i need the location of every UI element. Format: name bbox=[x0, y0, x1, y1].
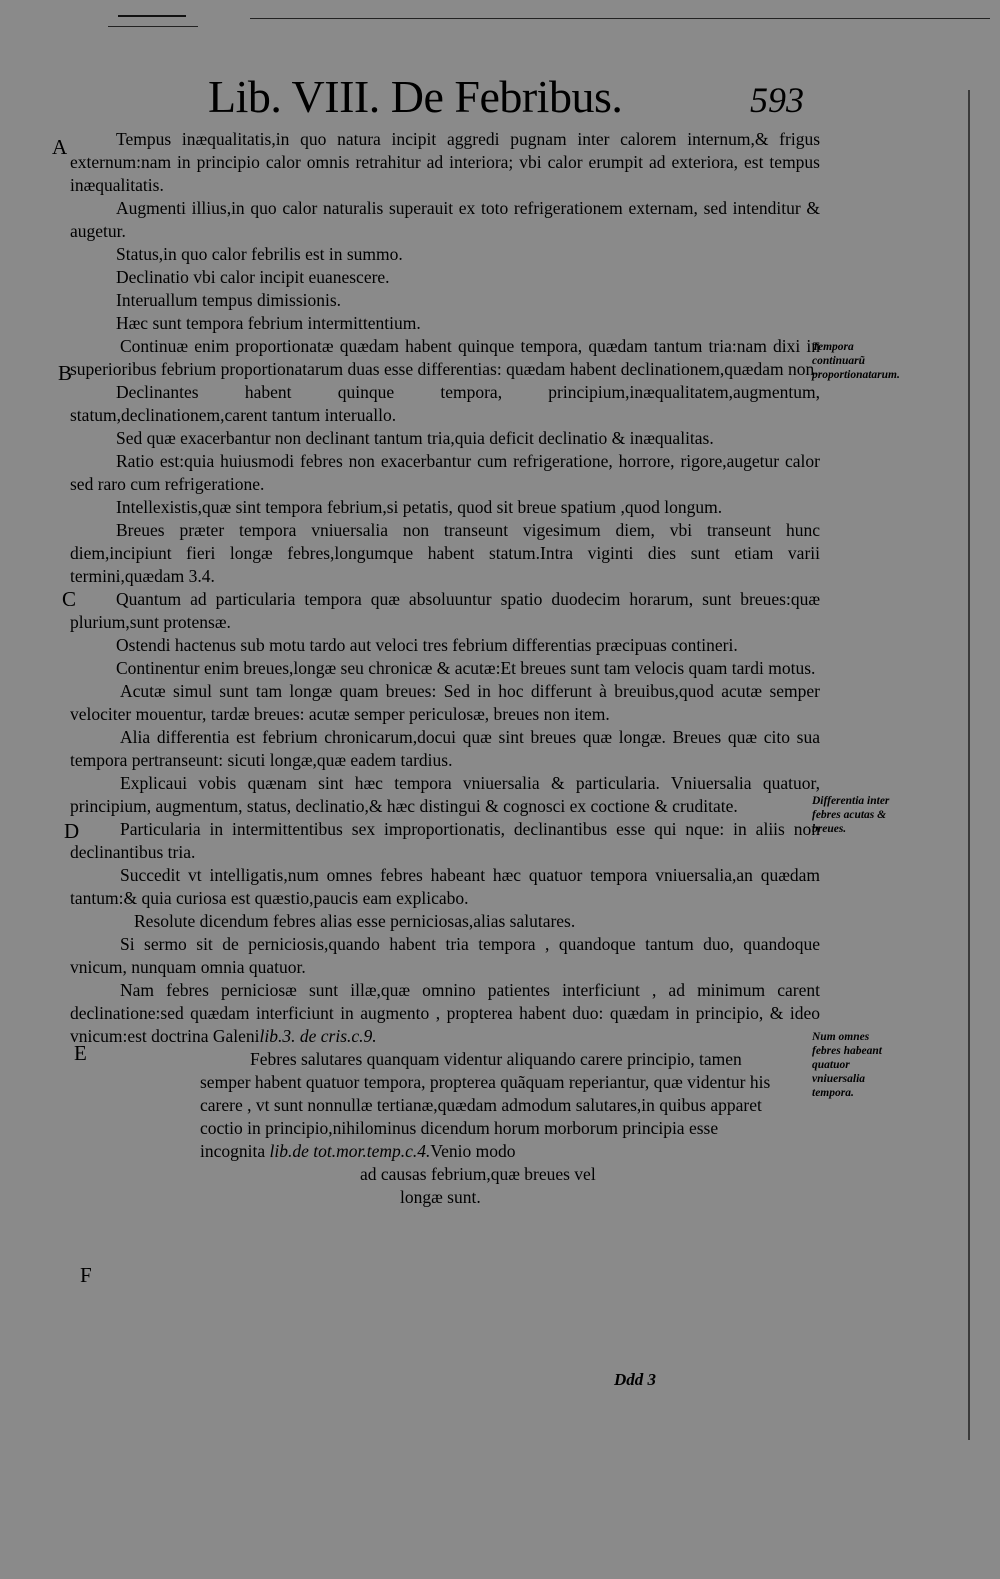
margin-note-tempora: Tempora continuarũ proportionatarum. bbox=[812, 341, 900, 381]
paragraph: Quantum ad particularia tempora quæ absoluuntur spatio duodecim horarum, sunt breues:quæ plurium,sunt protensæ. bbox=[70, 589, 820, 632]
section-letter-f: F bbox=[80, 1263, 92, 1287]
paragraph: Si sermo sit de perniciosis,quando habent tria tempora , quandoque tantum duo, quandoque vnicum, nunquam omnia quatuor. bbox=[70, 934, 820, 977]
main-text bbox=[70, 128, 820, 1209]
paragraph-text: Febres salutares quanquam videntur aliquando carere principio, tamen semper habent quatuor tempora, propterea quãquam reperiantur, quæ videntur his carere , vt sunt nonnullæ tertianæ,quædam admodum salutares,in quibus apparet coctio in principio,nihilominus dicendum horum morborum principia esse incognita bbox=[200, 1049, 771, 1161]
top-rule-lower bbox=[108, 26, 198, 27]
paragraph: Ratio est:quia huiusmodi febres non exacerbantur cum refrigeratione, horrore, rigore,augetur calor sed raro cum refrigeratione. bbox=[70, 451, 820, 494]
paragraph: Declinantes habent quinque tempora, principium,inæqualitatem,augmentum, statum,declinationem,carent tantum interuallo. bbox=[70, 382, 820, 425]
citation: lib.3. de cris.c.9. bbox=[259, 1026, 377, 1046]
paragraph-text: Nam febres perniciosæ sunt illæ,quæ omnino patientes interficiunt , ad minimum carent declinatione:sed quædam interficiunt in augmento , propterea habent duo: quædam in principio, & ideo vnicum:est doctrina Galeni bbox=[70, 980, 820, 1046]
paragraph: Continuæ enim proportionatæ quædam habent quinque tempora, quædam tantum tria:nam dixi in superioribus febrium proportionatarum duas esse differentias: quædam habent declinationem,quædam non. bbox=[70, 336, 820, 379]
signature-mark: Ddd 3 bbox=[614, 1370, 657, 1389]
paragraph: Explicaui vobis quænam sint hæc tempora vniuersalia & particularia. Vniuersalia quatuor, principium, augmentum, status, declinatio,& hæc distingui & cognosci ex coctione & cruditate. bbox=[70, 773, 820, 816]
paragraph: Continentur enim breues,longæ seu chronicæ & acutæ:Et breues sunt tam velocis quam tardi motus. bbox=[116, 658, 816, 678]
paragraph-text: Venio modo bbox=[430, 1141, 516, 1161]
paragraph: Breues præter tempora vniuersalia non transeunt vigesimum diem, vbi transeunt hunc diem,incipiunt fieri longæ febres,longumque habent statum.Intra viginti dies sunt etiam varii termini,quædam 3.4. bbox=[70, 520, 820, 586]
paragraph: Resolute dicendum febres alias esse perniciosas,alias salutares. bbox=[134, 911, 576, 931]
paragraph: Succedit vt intelligatis,num omnes febres habeant hæc quatuor tempora vniuersalia,an quædam tantum:& quia curiosa est quæstio,paucis eam explicabo. bbox=[70, 865, 820, 908]
paragraph: Interuallum tempus dimissionis. bbox=[116, 290, 342, 310]
section-letter-d: D bbox=[64, 819, 80, 843]
top-rule-left bbox=[118, 15, 186, 17]
section-letter-e: E bbox=[74, 1041, 87, 1065]
paragraph: Ostendi hactenus sub motu tardo aut veloci tres febrium differentias præcipuas contineri. bbox=[116, 635, 738, 655]
paragraph bbox=[70, 979, 820, 1048]
paragraph: Particularia in intermittentibus sex improportionatis, declinantibus esse qui nque: in aliis non declinantibus tria. bbox=[70, 819, 820, 862]
page-number: 593 bbox=[750, 80, 804, 120]
paragraph: ad causas febrium,quæ breues vel bbox=[360, 1164, 596, 1184]
paragraph: Intellexistis,quæ sint tempora febrium,si petatis, quod sit breue spatium ,quod longum. bbox=[116, 497, 723, 517]
paragraph: longæ sunt. bbox=[400, 1187, 481, 1207]
paragraph: Acutæ simul sunt tam longæ quam breues: Sed in hoc differunt à breuibus,quod acutæ semper velociter mouentur, tardæ breues: acutæ semper periculosæ, breues non item. bbox=[70, 681, 820, 724]
paragraph: Augmenti illius,in quo calor naturalis superauit ex toto refrigerationem externam, sed intenditur & augetur. bbox=[70, 198, 820, 241]
paragraph: Declinatio vbi calor incipit euanescere. bbox=[116, 267, 390, 287]
margin-note-differentia: Differentia inter febres acutas & breues. bbox=[812, 795, 890, 835]
paragraph: Sed quæ exacerbantur non declinant tantum tria,quia deficit declinatio & inæqualitas. bbox=[116, 428, 714, 448]
paragraph: Hæc sunt tempora febrium intermittentium. bbox=[116, 313, 421, 333]
paragraph: Tempus inæqualitatis,in quo natura incipit aggredi pugnam inter calorem internum,& frigus externum:nam in principio calor omnis retrahitur ad interiora; vbi calor erumpit ad exteriora, est tempus inæqualitatis. bbox=[70, 129, 820, 195]
margin-note-num-omnes: Num omnes febres habeant quatuor vniuersalia tempora. bbox=[812, 1031, 882, 1099]
top-rule-right bbox=[250, 18, 990, 19]
section-letter-b: B bbox=[58, 361, 73, 385]
paragraph bbox=[70, 1048, 820, 1163]
page-edge-line bbox=[968, 90, 970, 1440]
paragraph: Status,in quo calor febrilis est in summo. bbox=[116, 244, 403, 264]
citation: lib.de tot.mor.temp.c.4. bbox=[269, 1141, 431, 1161]
running-title: Lib. VIII. De Febribus. bbox=[208, 71, 623, 122]
page-header bbox=[0, 68, 1000, 124]
section-letter-c: C bbox=[62, 587, 77, 611]
paragraph: Alia differentia est febrium chronicarum,docui quæ sint breues quæ longæ. Breues quæ cito sua tempora pertranseunt: sicuti longæ,quæ eadem tardius. bbox=[70, 727, 820, 770]
section-letter-a: A bbox=[52, 135, 68, 159]
